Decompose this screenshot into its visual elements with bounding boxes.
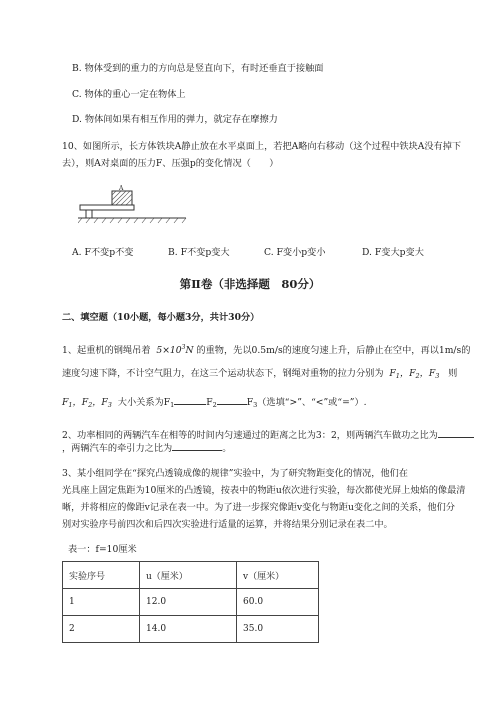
- q1-line1: [62, 341, 470, 358]
- q10-option-d: D. F变大p变大: [362, 247, 424, 258]
- q9-option-b: B. 物体受到的重力的方向总是竖直向下，有时还垂直于接触面: [72, 63, 324, 74]
- block-label: A: [119, 185, 124, 192]
- q3-line4: 别对实验序号前四次和后四次实验进行适量的运算，并将结果分别记录在表二中。: [62, 519, 393, 530]
- q1-blank-2[interactable]: [217, 394, 247, 405]
- q9-option-c: C. 物体的重心一定在物体上: [72, 89, 186, 100]
- q2-line2: ，两辆汽车的牵引力之比为 。: [62, 440, 231, 456]
- tabletop: [80, 205, 134, 218]
- q1-forces-2: $F_1$，$F_2$，$F_3$: [62, 397, 112, 409]
- ground: [78, 218, 186, 223]
- table-row: [63, 616, 319, 643]
- q1-text-2: 的重物，先以0.5m/s的速度匀速上升，后静止在空中，再以1m/s的: [196, 345, 471, 356]
- q1-text: 1、起重机的钢绳吊着: [62, 345, 151, 356]
- table-cell: 60.0: [237, 589, 319, 616]
- q3-line3: 晰，并将相应的像距v记录在表一中。为了进一步探究像距v变化与物距u变化之间的关系，他们分: [62, 502, 455, 513]
- table-row: [63, 589, 319, 616]
- header-cell-u: u（厘米）: [140, 562, 237, 589]
- table-cell: 12.0: [140, 589, 237, 616]
- q3-line1: 3、某小组同学在“探究凸透镜成像的规律”实验中，为了研究物距变化的情况，他们在: [62, 468, 408, 479]
- q10-stem-line1: 10、如图所示，长方体铁块A静止放在水平桌面上，若把A略向右移动（这个过程中铁块A没有掉下: [62, 141, 462, 152]
- table-cell: 2: [63, 616, 140, 643]
- q1-weight: $5\times 10^3N$: [156, 344, 194, 356]
- q2-blank-2[interactable]: [172, 440, 222, 451]
- q10-option-c: C. F变小p变小: [264, 247, 326, 258]
- table1-caption: 表一：f=10厘米: [68, 544, 137, 555]
- table-cell: 14.0: [140, 616, 237, 643]
- q1-forces: $F_1$，$F_2$，$F_3$: [389, 368, 440, 380]
- table-block-figure: [78, 183, 188, 235]
- table-header-row: [63, 562, 319, 589]
- q2-line1: 2、功率相同的两辆汽车在相等的时间内匀速通过的距离之比为3：2，则两辆汽车做功之比为: [62, 427, 474, 443]
- q1-line2: 速度匀速下降，不计空气阻力，在这三个运动状态下，钢绳对重物的拉力分别为 $F_1$，$F_2$，$F_3$ 则: [62, 368, 458, 380]
- q2-blank-1[interactable]: [438, 427, 474, 438]
- q3-line2: 光具座上固定焦距为10厘米的凸透镜，按表中的物距u依次进行实验，每次都使光屏上烛焰的像最清: [62, 485, 466, 496]
- section-2-title: 第Ⅱ卷（非选择题 80分）: [179, 277, 321, 291]
- iron-block-a: [112, 191, 132, 205]
- q9-option-d: D. 物体间如果有相互作用的弹力，就定存在摩擦力: [72, 114, 278, 125]
- header-cell-v: v（厘米）: [237, 562, 319, 589]
- table-cell: 35.0: [237, 616, 319, 643]
- q10-stem-line2: 去），则A对桌面的压力F、压强p的变化情况（ ）: [62, 158, 279, 169]
- header-cell-trial: 实验序号: [63, 562, 140, 589]
- q10-option-b: B. F不变p变大: [168, 247, 230, 258]
- fill-in-heading: 二、填空题（10小题，每小题3分，共计30分）: [62, 312, 260, 323]
- q10-option-a: A. F不变p不变: [72, 247, 134, 258]
- table-cell: 1: [63, 589, 140, 616]
- table1: [62, 561, 319, 643]
- q1-blank-1[interactable]: [174, 394, 206, 405]
- q1-line3: $F_1$，$F_2$，$F_3$ 大小关系为$F_1$ $F_2$ $F_3$（选填“>”、“<”或“=”）.: [62, 394, 367, 412]
